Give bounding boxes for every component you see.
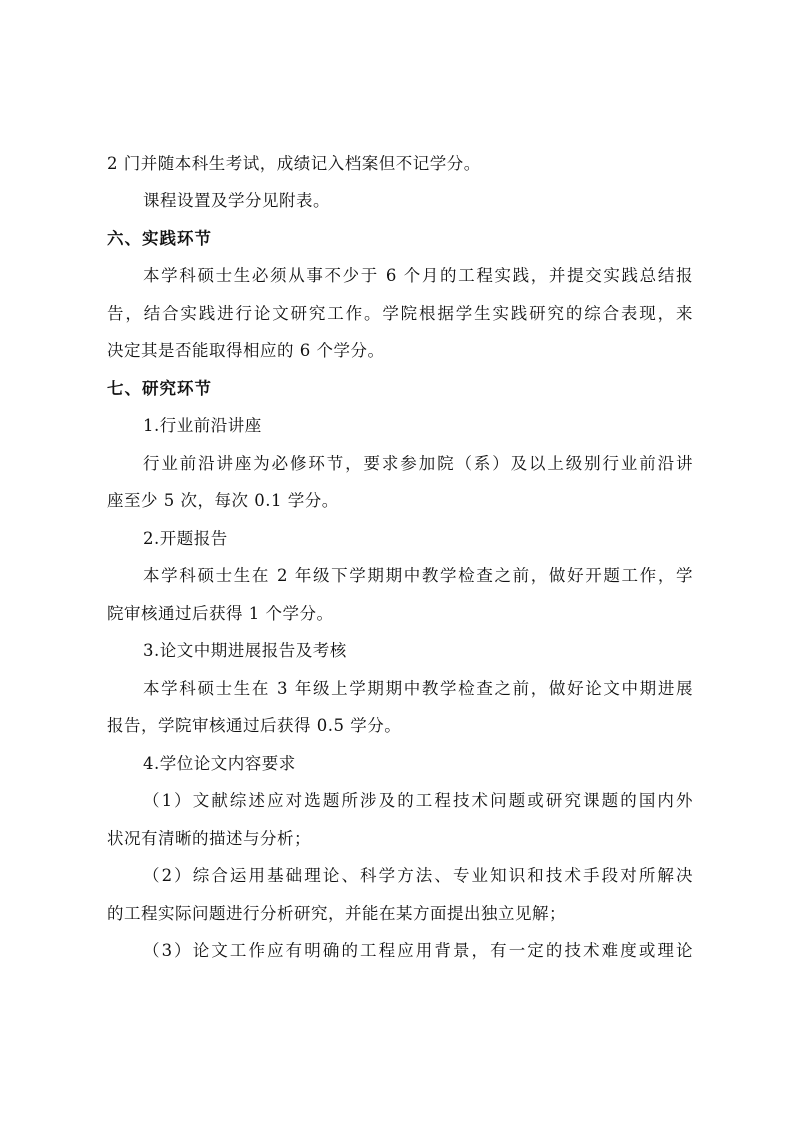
subsection-title: 4.学位论文内容要求 <box>143 754 296 773</box>
paragraph-line: 院审核通过后获得 1 个学分。 <box>107 604 334 623</box>
paragraph-line: 的工程实际问题进行分析研究，并能在某方面提出独立见解； <box>107 904 566 923</box>
paragraph-line: （1）文献综述应对选题所涉及的工程技术问题或研究课题的国内外 <box>143 791 693 810</box>
subsection-title: 3.论文中期进展报告及考核 <box>143 641 347 660</box>
paragraph-line: 课程设置及学分见附表。 <box>143 191 330 210</box>
paragraph-line: 决定其是否能取得相应的 6 个学分。 <box>107 341 385 360</box>
paragraph-line: 行业前沿讲座为必修环节，要求参加院（系）及以上级别行业前沿讲 <box>143 454 693 473</box>
paragraph-line: 告，结合实践进行论文研究工作。学院根据学生实践研究的综合表现，来 <box>107 304 693 323</box>
paragraph-line: 本学科硕士生在 3 年级上学期期中教学检查之前，做好论文中期进展 <box>143 679 693 698</box>
paragraph-line: （2）综合运用基础理论、科学方法、专业知识和技术手段对所解决 <box>143 866 693 885</box>
paragraph-line: 本学科硕士生必须从事不少于 6 个月的工程实践，并提交实践总结报 <box>143 266 693 285</box>
subsection-title: 1.行业前沿讲座 <box>143 416 262 435</box>
paragraph-line: 状况有清晰的描述与分析； <box>107 829 311 848</box>
subsection-title: 2.开题报告 <box>143 529 228 548</box>
section-heading: 六、实践环节 <box>107 229 212 248</box>
paragraph-line: 报告，学院审核通过后获得 0.5 学分。 <box>107 716 402 735</box>
section-heading: 七、研究环节 <box>107 379 212 398</box>
paragraph-line: 本学科硕士生在 2 年级下学期期中教学检查之前，做好开题工作，学 <box>143 566 693 585</box>
paragraph-line: 2 门并随本科生考试，成绩记入档案但不记学分。 <box>107 154 481 173</box>
paragraph-line: （3）论文工作应有明确的工程应用背景，有一定的技术难度或理论 <box>143 941 693 960</box>
paragraph-line: 座至少 5 次，每次 0.1 学分。 <box>107 491 339 510</box>
